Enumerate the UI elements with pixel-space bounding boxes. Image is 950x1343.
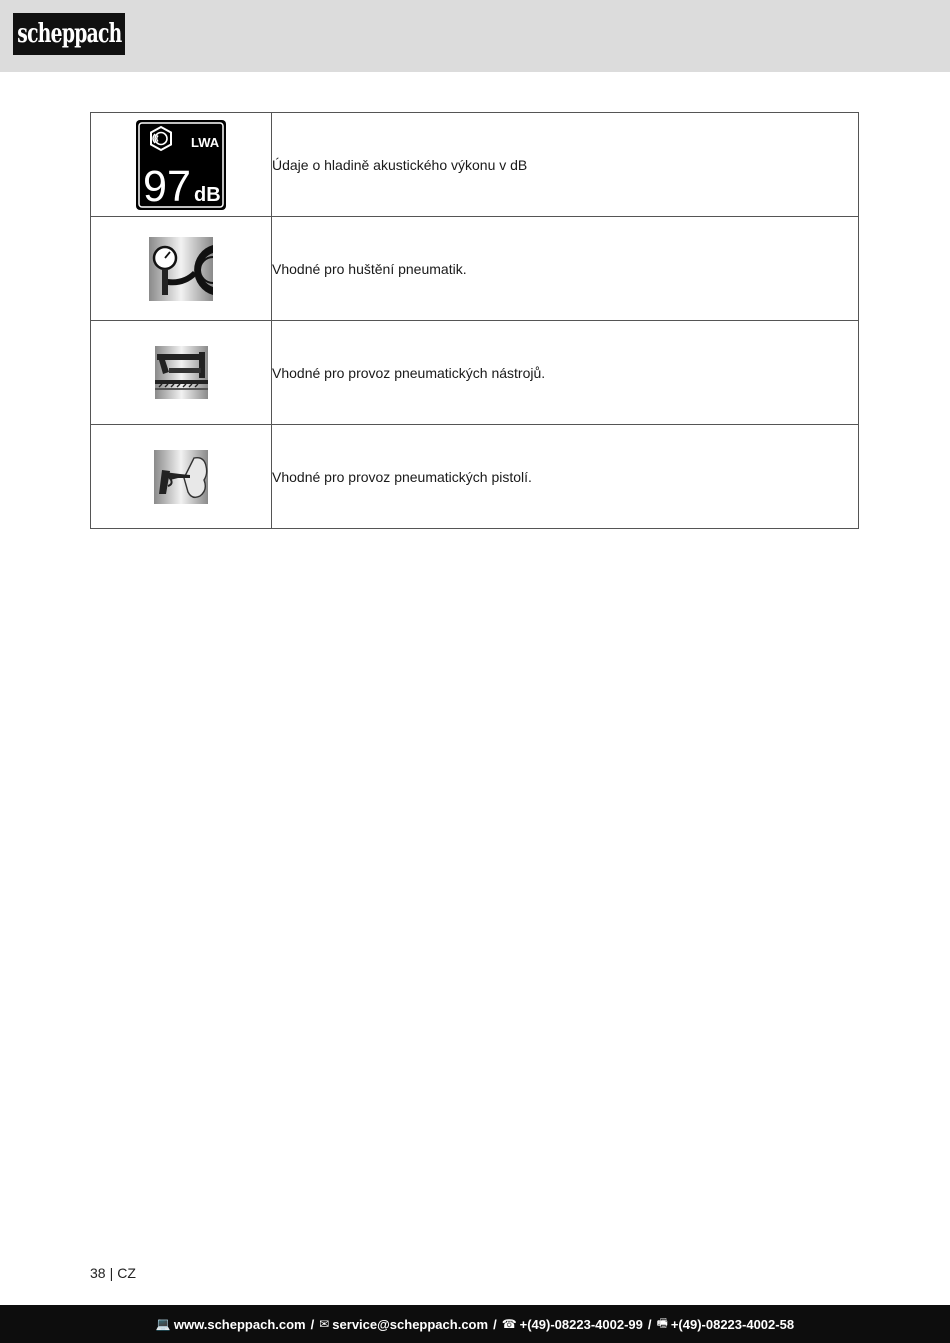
page-language: CZ [117,1265,136,1281]
page-number-separator: | [109,1265,114,1281]
pneumatic-tool-icon [155,346,208,399]
envelope-icon: ✉ [319,1317,330,1331]
page-header [0,0,950,72]
logo-text: scheppach [16,19,122,49]
table-row [91,217,859,321]
air-blow-gun-icon [154,450,208,504]
footer-email[interactable]: service@scheppach.com [332,1316,489,1332]
badge-unit: dB [194,183,221,206]
tyre-inflation-icon [149,237,213,301]
page-footer [0,1305,950,1343]
phone-icon: ☎ [501,1317,517,1331]
footer-website[interactable]: www.scheppach.com [173,1316,306,1332]
fax-icon: 🖷 [656,1315,668,1330]
page-number-value: 38 [90,1265,106,1281]
table-row [91,113,859,217]
symbols-table [90,112,859,529]
footer-separator: / [647,1316,652,1332]
sound-power-level-icon [135,119,227,211]
page-number [90,1265,136,1281]
symbol-description: Vhodné pro provoz pneumatických pistolí. [272,425,859,529]
symbol-description: Údaje o hladině akustického výkonu v dB [272,113,859,217]
laptop-icon: 💻 [155,1317,171,1331]
badge-label: LWA [191,134,220,150]
symbol-description: Vhodné pro huštění pneumatik. [272,217,859,321]
footer-phone: +(49)-08223-4002-99 [519,1316,643,1332]
scheppach-logo [13,13,125,55]
symbol-description: Vhodné pro provoz pneumatických nástrojů. [272,321,859,425]
table-row [91,321,859,425]
table-row [91,425,859,529]
footer-separator: / [493,1316,497,1332]
badge-value: 97 [143,161,191,211]
footer-fax: +(49)-08223-4002-58 [670,1316,795,1332]
footer-separator: / [310,1316,315,1332]
